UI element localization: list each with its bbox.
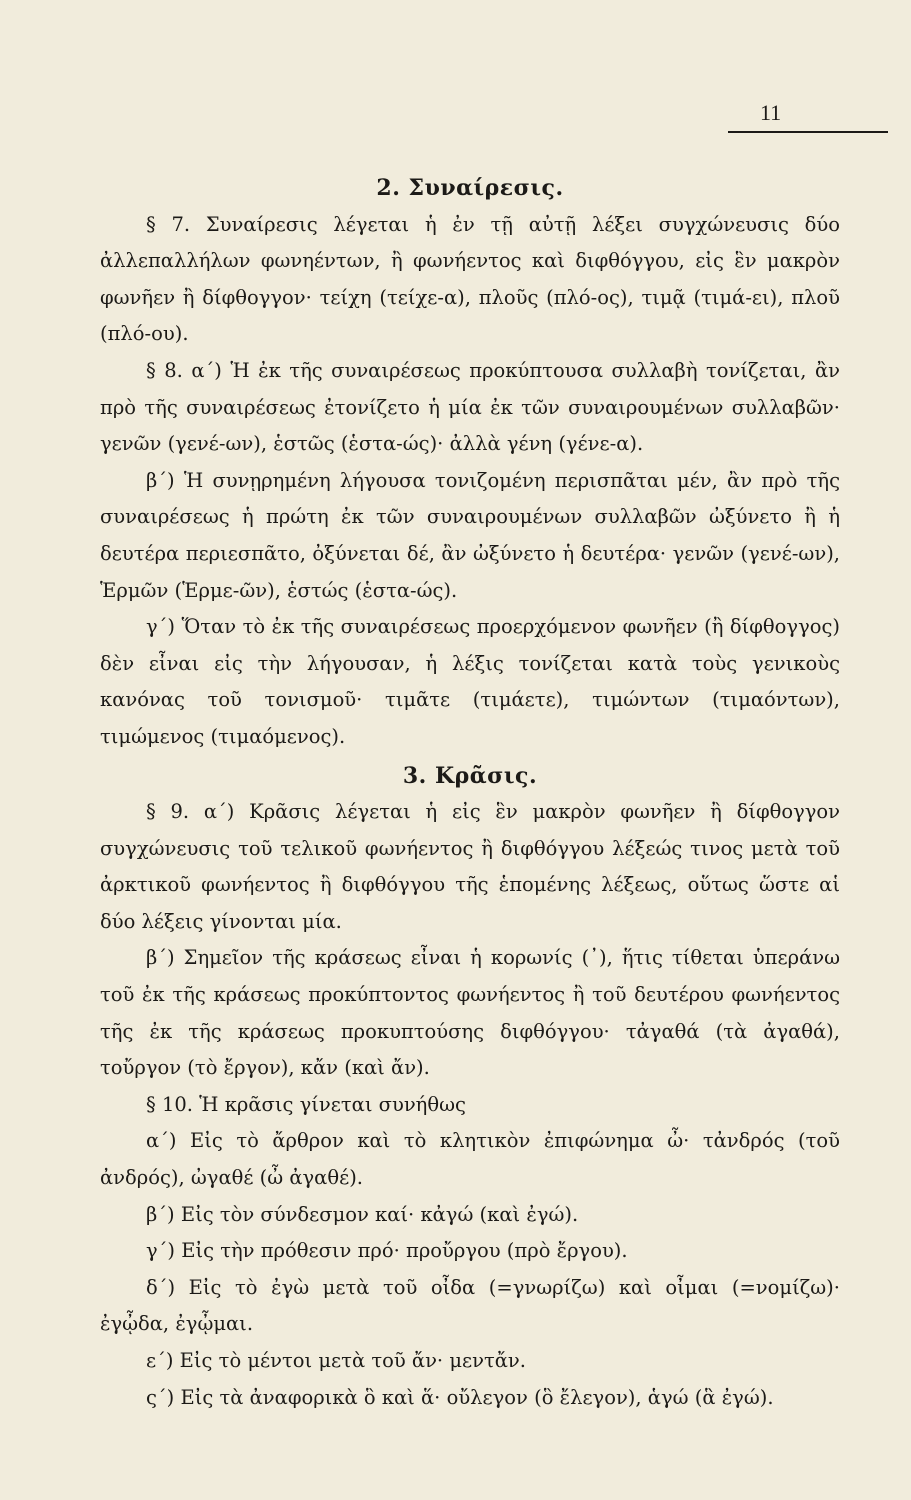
paragraph-10d: δ΄) Εἰς τὸ ἐγὼ μετὰ τοῦ οἶδα (=γνωρίζω) καὶ οἶμαι (=νομίζω)· ἐγᾦδα, ἐγᾦμαι.: [100, 1275, 840, 1336]
paragraph-10a: α΄) Εἰς τὸ ἄρθρον καὶ τὸ κλητικὸν ἐπιφώνημα ὦ· τἀνδρός (τοῦ ἀνδρός), ὠγαθέ (ὦ ἀγαθέ).: [100, 1129, 840, 1190]
page-number-rule: [728, 131, 888, 133]
paragraph-10c: γ΄) Εἰς τὴν πρόθεσιν πρό· προὔργου (πρὸ ἔργου).: [146, 1239, 628, 1263]
page-body: [100, 170, 840, 1416]
paragraph-10f: ς΄) Εἰς τὰ ἀναφορικὰ ὃ καὶ ἅ· οὔλεγον (ὃ ἔλεγον), ἁγώ (ἃ ἐγώ).: [146, 1385, 774, 1409]
page-number: 11: [760, 100, 782, 125]
paragraph-10e: ε΄) Εἰς τὸ μέντοι μετὰ τοῦ ἄν· μεντἄν.: [146, 1349, 526, 1372]
section-heading-synairesis: 2. Συναίρεσις.: [376, 175, 564, 201]
paragraph-7: § 7. Συναίρεσις λέγεται ἡ ἐν τῇ αὐτῇ λέξει συγχώνευσις δύο ἀλλεπαλλήλων φωνηέντων, ἢ φωνήεντος καὶ διφθόγγου, εἰς ἓν μακρὸν φωνῆεν ἢ δίφθογγον· τείχη (τείχε-α), πλοῦς (πλό-ος), τιμᾷ (τιμά-ει), πλοῦ (πλό-ου).: [100, 212, 840, 346]
paragraph-10b: β΄) Εἰς τὸν σύνδεσμον καί· κἀγώ (καὶ ἐγώ).: [146, 1202, 579, 1226]
paragraph-9b: β΄) Σημεῖον τῆς κράσεως εἶναι ἡ κορωνίς (᾿), ἥτις τίθεται ὑπεράνω τοῦ ἐκ τῆς κράσεως προκύπτοντος φωνήεντος ἢ τοῦ δευτέρου φωνήεντος τῆς ἐκ τῆς κράσεως προκυπτούσης διφθόγγου· τἀγαθά (τὰ ἀγαθά), τοὔργον (τὸ ἔργον), κἄν (καὶ ἄν).: [100, 946, 840, 1080]
paragraph-8a: § 8. α΄) Ἡ ἐκ τῆς συναιρέσεως προκύπτουσα συλλαβὴ τονίζεται, ἂν πρὸ τῆς συναιρέσεως ἐτονίζετο ἡ μία ἐκ τῶν συναιρουμένων συλλαβῶν· γενῶν (γενέ-ων), ἑστῶς (ἑστα-ώς)· ἀλλὰ γένη (γένε-α).: [100, 358, 840, 456]
paragraph-8b: β΄) Ἡ συνῃρημένη λήγουσα τονιζομένη περισπᾶται μέν, ἂν πρὸ τῆς συναιρέσεως ἡ πρώτη ἐκ τῶν συναιρουμένων συλλαβῶν ὠξύνετο ἢ ἡ δευτέρα περιεσπᾶτο, ὀξύνεται δέ, ἂν ὠξύνετο ἡ δευτέρα· γενῶν (γενέ-ων), Ἑρμῶν (Ἑρμε-ῶν), ἑστώς (ἑστα-ώς).: [100, 468, 840, 602]
paragraph-9a: § 9. α΄) Κρᾶσις λέγεται ἡ εἰς ἓν μακρὸν φωνῆεν ἢ δίφθογγον συγχώνευσις τοῦ τελικοῦ φωνήεντος ἢ διφθόγγου λέξεώς τινος μετὰ τοῦ ἀρκτικοῦ φωνήεντος ἢ διφθόγγου τῆς ἑπομένης λέξεως, οὕτως ὥστε αἱ δύο λέξεις γίνονται μία.: [100, 800, 840, 933]
paragraph-8c: γ΄) Ὅταν τὸ ἐκ τῆς συναιρέσεως προερχόμενον φωνῆεν (ἢ δίφθογγος) δὲν εἶναι εἰς τὴν λήγουσαν, ἡ λέξις τονίζεται κατὰ τοὺς γενικοὺς κανόνας τοῦ τονισμοῦ· τιμᾶτε (τιμάετε), τιμώντων (τιμαόντων), τιμώμενος (τιμαόμενος).: [100, 615, 840, 748]
section-heading-krasis: 3. Κρᾶσις.: [402, 762, 538, 789]
paragraph-10: § 10. Ἡ κρᾶσις γίνεται συνήθως: [146, 1092, 466, 1116]
